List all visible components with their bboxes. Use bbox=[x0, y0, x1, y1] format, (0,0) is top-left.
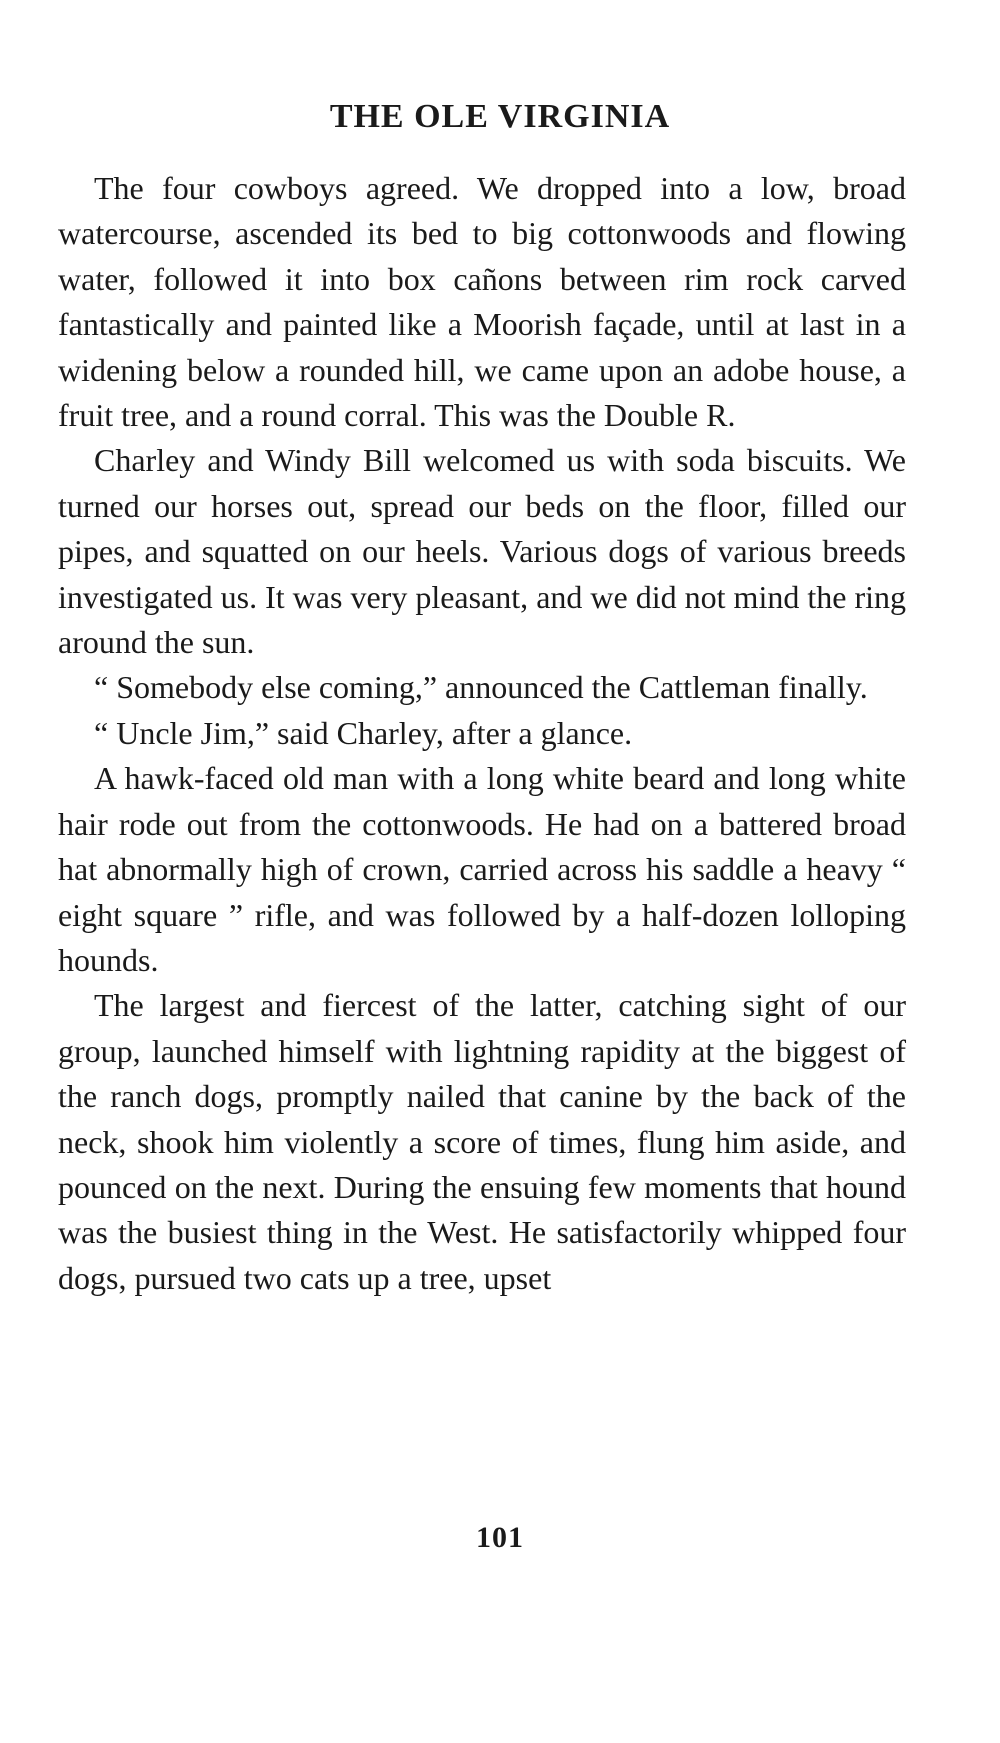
paragraph-5: A hawk-faced old man with a long white beard and long white hair rode out from the cottonwoods. He had on a battered broad hat abnormally high of crown, carried across his saddle a heavy “ eight square ” rifle, and was followed by a half-dozen lolloping hounds. bbox=[58, 760, 906, 978]
running-head: THE OLE VIRGINIA bbox=[329, 98, 671, 135]
paragraph-6: The largest and fiercest of the latter, catching sight of our group, launched himself with lightning rapidity at the biggest of the ranch dogs, promptly nailed that canine by the back of the neck, shook him violently a score of times, flung him aside, and pounced on the next. During the ensuing few moments that hound was the busiest thing in the West. He satisfactorily whipped four dogs, pursued two cats up a tree, upset bbox=[58, 987, 906, 1296]
paragraph-4: “ Uncle Jim,” said Charley, after a glance. bbox=[94, 714, 633, 751]
paragraph-2: Charley and Windy Bill welcomed us with soda biscuits. We turned our horses out, spread our beds on the floor, filled our pipes, and squatted on our heels. Various dogs of various breeds investigated us. It was very pleasant, and we did not mind the ring around the sun. bbox=[58, 442, 906, 661]
paragraph-1: The four cowboys agreed. We dropped into a low, broad watercourse, ascended its bed to big cottonwoods and flowing water, followed it into box cañons between rim rock carved fantastically and painted like a Moorish façade, until at last in a widening below a rounded hill, we came upon an adobe house, a fruit tree, and a round corral. This was the Double R. bbox=[58, 170, 906, 434]
page-number: 101 bbox=[476, 1521, 524, 1554]
body-text bbox=[58, 166, 906, 1301]
paragraph-3: “ Somebody else coming,” announced the Cattleman finally. bbox=[94, 669, 868, 706]
